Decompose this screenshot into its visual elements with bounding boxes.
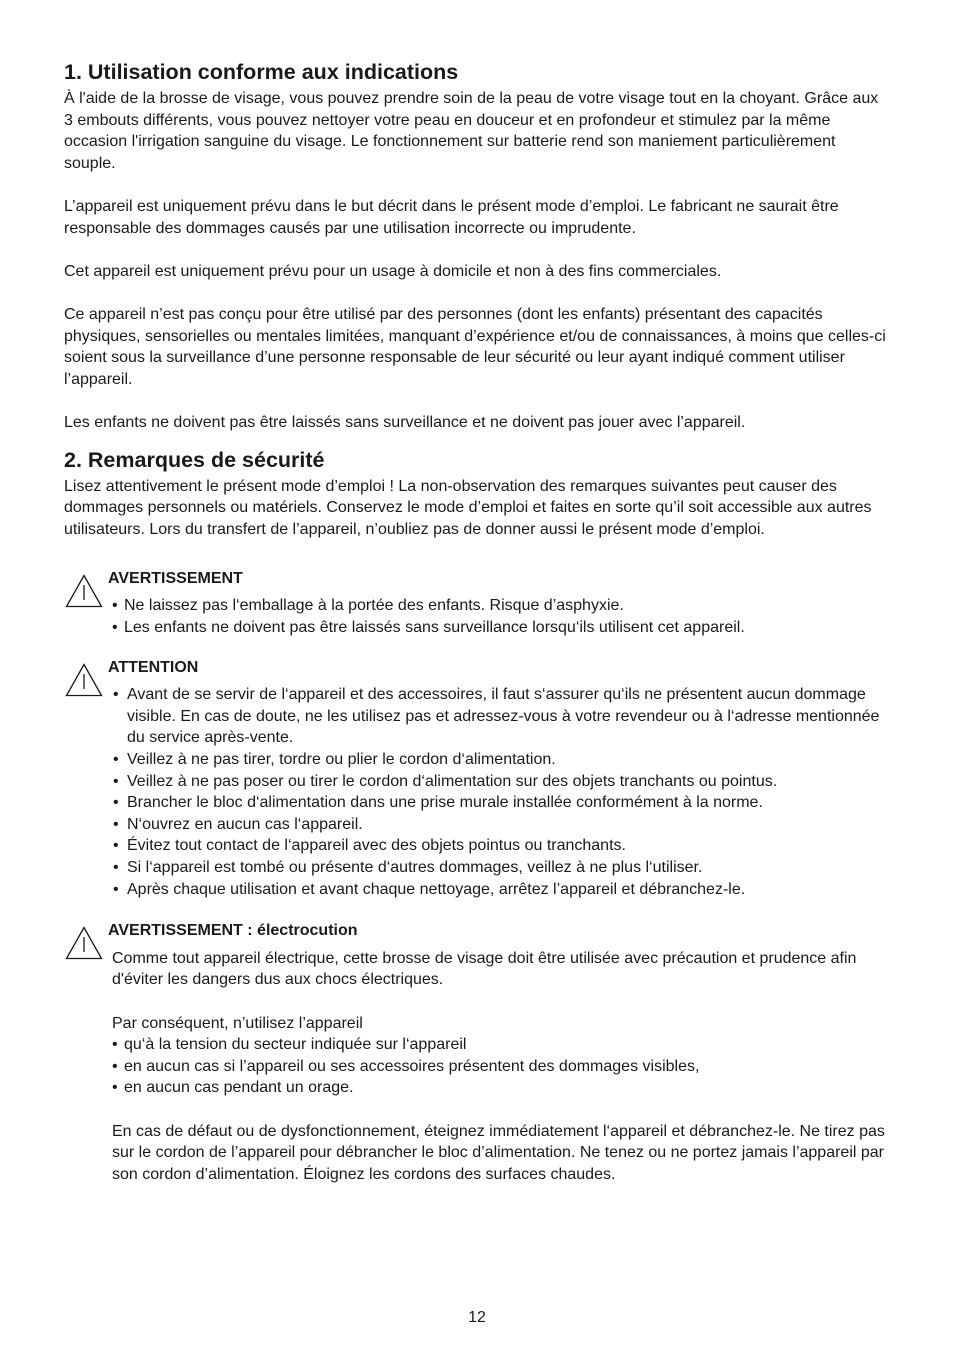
section-1-paragraph-3: Cet appareil est uniquement prévu pour un usage à domicile et non à des fins commerciales. [64, 262, 722, 280]
section-2-intro: Lisez attentivement le présent mode d’emploi ! La non-observation des remarques suivantes peut causer des dommages personnels ou matériels. Conservez le mode d’emploi et faites en sorte qu’il soit accessible aux autres utilisateurs. Lors du transfert de l’appareil, n’oubliez pas de donner aussi le présent mode d’emploi. [64, 477, 872, 538]
electrocution-paragraph-1: Comme tout appareil électrique, cette brosse de visage doit être utilisée avec précaution et prudence afin d'éviter les dangers dus aux chocs électriques. [112, 949, 857, 989]
warning-triangle-icon [65, 926, 103, 960]
list-item: • Évitez tout contact de l‘appareil avec des objets pointus ou tranchants. [108, 835, 890, 857]
warning-list [108, 595, 890, 638]
list-item: • N‘ouvrez en aucun cas l‘appareil. [108, 814, 890, 836]
list-item: • Si l‘appareil est tombé ou présente d‘autres dommages, veillez à ne plus l‘utiliser. [108, 857, 890, 879]
section-1-paragraph-4: Ce appareil n’est pas conçu pour être utilisé par des personnes (dont les enfants) présentant des capacités physiques, sensorielles ou mentales limitées, manquant d’expérience et/ou de connaissances, à moins que celles-ci soient sous la surveillance d’une personne responsable de leur sécurité ou leur ayant indiqué comment utiliser l’appareil. [64, 305, 886, 388]
electrocution-paragraph-3: En cas de défaut ou de dysfonctionnement, éteignez immédiatement l‘appareil et débranchez-le. Ne tirez pas sur le cordon de l’appareil pour débrancher le bloc d’alimentation. Ne tenez ou ne portez jamais l’appareil par son cordon d’alimentation. Éloignez les cordons des surfaces chaudes. [112, 1122, 885, 1183]
attention-list [108, 684, 890, 900]
list-item: • Ne laissez pas l‘emballage à la portée des enfants. Risque d’asphyxie. [108, 595, 890, 617]
list-item: • qu‘à la tension du secteur indiquée sur l‘appareil [108, 1034, 890, 1056]
attention-title: ATTENTION [108, 658, 199, 676]
warning-title: AVERTISSEMENT [108, 569, 243, 587]
electrocution-warning-block [64, 920, 890, 1185]
list-item: • en aucun cas pendant un orage. [108, 1077, 890, 1099]
electrocution-title: AVERTISSEMENT : électrocution [108, 922, 358, 940]
section-1-paragraph-2: L’appareil est uniquement prévu dans le but décrit dans le présent mode d’emploi. Le fabricant ne saurait être responsable des dommages causés par une utilisation incorrecte ou imprudente. [64, 197, 839, 237]
page-number: 12 [468, 1309, 486, 1326]
list-item: • Brancher le bloc d‘alimentation dans une prise murale installée conformément à la norme. [108, 792, 890, 814]
attention-block [64, 657, 890, 901]
warning-triangle-icon [65, 663, 103, 697]
section-1-paragraph-5: Les enfants ne doivent pas être laissés sans surveillance et ne doivent pas jouer avec l’appareil. [64, 413, 746, 431]
warning-triangle-icon [65, 574, 103, 608]
list-item: • Veillez à ne pas poser ou tirer le cordon d‘alimentation sur des objets tranchants ou pointus. [108, 771, 890, 793]
section-1-title: 1. Utilisation conforme aux indications [64, 60, 459, 84]
list-item: • en aucun cas si l’appareil ou ses accessoires présentent des dommages visibles, [108, 1056, 890, 1078]
section-2-title: 2. Remarques de sécurité [64, 447, 325, 472]
electrocution-paragraph-2: Par conséquent, n’utilisez l’appareil [112, 1014, 363, 1032]
document-page [64, 58, 890, 1185]
electrocution-list [108, 1034, 890, 1099]
list-item: • Les enfants ne doivent pas être laissés sans surveillance lorsqu‘ils utilisent cet appareil. [108, 617, 890, 639]
list-item: • Veillez à ne pas tirer, tordre ou plier le cordon d‘alimentation. [108, 749, 890, 771]
list-item: • Avant de se servir de l‘appareil et des accessoires, il faut s‘assurer qu‘ils ne présentent aucun dommage visible. En cas de doute, ne les utilisez pas et adressez-vous à votre revendeur ou à l‘adresse mentionnée du service après-vente. [108, 684, 890, 749]
warning-block [64, 568, 890, 639]
section-1-paragraph-1: À l'aide de la brosse de visage, vous pouvez prendre soin de la peau de votre visage tout en la choyant. Grâce aux 3 embouts différents, vous pouvez nettoyer votre peau en douceur et en profondeur et stimulez par la même occasion l'irrigation sanguine du visage. Le fonctionnement sur batterie rend son maniement particulièrement souple. [64, 90, 879, 172]
list-item: • Après chaque utilisation et avant chaque nettoyage, arrêtez l’appareil et débranchez-le. [108, 879, 890, 901]
